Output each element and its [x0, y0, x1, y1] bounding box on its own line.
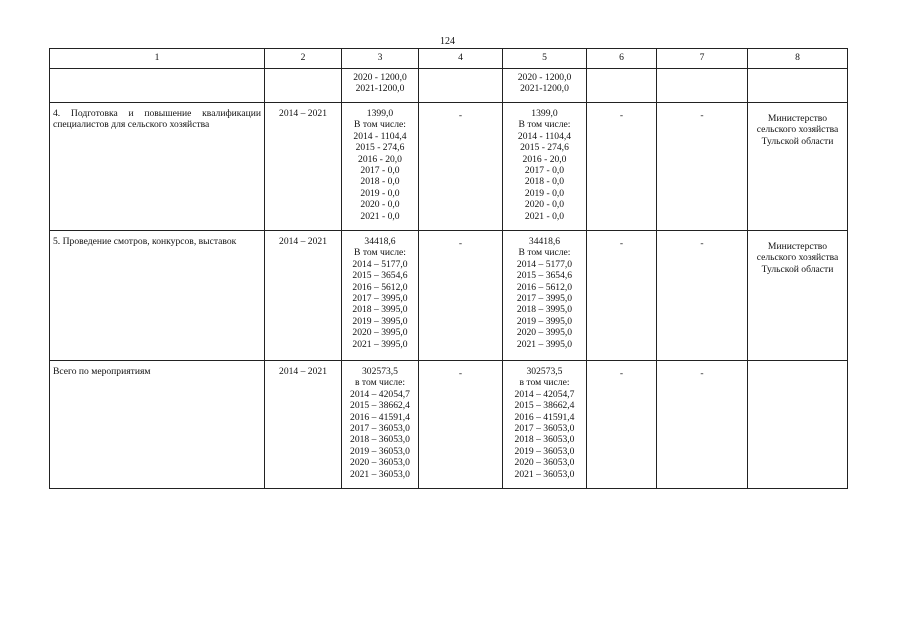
- dash-value: -: [619, 368, 624, 379]
- total-funding-cell: [342, 231, 419, 361]
- other-funding-cell: [657, 231, 748, 361]
- funding-line: 2021-1200,0: [355, 83, 405, 95]
- funding-line: 2015 – 3654,6: [352, 270, 408, 282]
- funding-line: 2015 - 274,6: [355, 142, 405, 154]
- dash-value: -: [458, 368, 463, 379]
- funding-line: 2014 – 5177,0: [352, 258, 408, 270]
- funding-line: 2020 - 1200,0: [353, 72, 407, 83]
- other-funding-cell: [657, 69, 748, 103]
- funding-line: 2018 – 3995,0: [516, 304, 573, 316]
- funding-line: 2021 – 36053,0: [514, 468, 575, 480]
- local-funding-cell: [587, 361, 657, 489]
- funding-line: 2020 – 3995,0: [352, 327, 408, 339]
- period-cell: [265, 69, 342, 103]
- funding-line: 2015 – 38662,4: [350, 400, 410, 412]
- funding-line: в том числе:: [519, 377, 570, 389]
- funding-line: 34418,6: [364, 236, 396, 247]
- funding-line: 2019 – 3995,0: [516, 315, 573, 327]
- executor-cell: [748, 103, 848, 231]
- total-funding-cell: [342, 69, 419, 103]
- period-text: 2014 – 2021: [279, 366, 327, 377]
- dash-value: [590, 72, 653, 74]
- funding-line: 2017 - 0,0: [524, 165, 565, 177]
- executor-cell: [748, 361, 848, 489]
- other-funding-cell: [657, 361, 748, 489]
- executor-name: Министерство сельского хозяйства Тульской области: [756, 113, 839, 147]
- local-funding-cell: [587, 231, 657, 361]
- funding-line: 2016 – 5612,0: [352, 281, 408, 293]
- funding-line: 2017 – 3995,0: [516, 293, 573, 305]
- table-row: [50, 231, 848, 361]
- header-row: [50, 49, 848, 69]
- measure-name: Всего по мероприятиям: [53, 366, 151, 377]
- federal-funding-cell: [419, 231, 503, 361]
- funding-line: 302573,5: [526, 366, 563, 377]
- regional-funding-cell: [503, 103, 587, 231]
- funding-line: 2018 – 36053,0: [514, 434, 575, 446]
- measure-name-cell: [50, 361, 265, 489]
- funding-line: В том числе:: [354, 247, 406, 259]
- funding-line: 2020 – 36053,0: [514, 457, 575, 469]
- executor-name: [751, 72, 844, 77]
- period-text: 2014 – 2021: [279, 236, 327, 247]
- regional-funding-cell: [503, 231, 587, 361]
- funding-line: 1399,0: [366, 108, 394, 119]
- funding-line: 2018 - 0,0: [524, 176, 565, 188]
- total-funding-cell: [342, 103, 419, 231]
- funding-line: 2020 - 1200,0: [517, 72, 572, 83]
- funding-line: 2020 - 0,0: [524, 199, 565, 211]
- regional-funding-cell: [503, 69, 587, 103]
- table-row: [50, 69, 848, 103]
- total-funding-cell: [342, 361, 419, 489]
- funding-line: 2016 – 41591,4: [514, 411, 575, 423]
- header-cell-5: 5: [503, 49, 587, 69]
- measure-name: 5. Проведение смотров, конкурсов, выставок: [53, 236, 237, 247]
- dash-value: [422, 72, 499, 74]
- funding-line: 2016 - 20,0: [358, 153, 402, 165]
- funding-line: 2014 – 42054,7: [350, 388, 410, 400]
- funding-line: 2020 - 0,0: [360, 199, 400, 211]
- measure-name-cell: [50, 69, 265, 103]
- table-body: [50, 69, 848, 489]
- funding-line: 2017 – 3995,0: [352, 293, 408, 305]
- header-cell-8: 8: [748, 49, 848, 69]
- header-cell-7: 7: [657, 49, 748, 69]
- funding-line: 2021 – 3995,0: [352, 338, 408, 350]
- dash-value: -: [619, 238, 624, 249]
- funding-line: 2018 – 3995,0: [352, 304, 408, 316]
- funding-line: 2021 - 0,0: [360, 210, 400, 222]
- measure-name-cell: [50, 103, 265, 231]
- federal-funding-cell: [419, 69, 503, 103]
- table-row: [50, 361, 848, 489]
- funding-line: 2018 - 0,0: [360, 176, 400, 188]
- table-row: [50, 103, 848, 231]
- funding-line: 2018 – 36053,0: [350, 434, 410, 446]
- funding-line: 2019 - 0,0: [524, 187, 565, 199]
- header-cell-3: 3: [342, 49, 419, 69]
- funding-line: 2014 – 5177,0: [516, 258, 573, 270]
- funding-line: 2016 – 41591,4: [350, 411, 410, 423]
- funding-line: 2020 – 36053,0: [350, 457, 410, 469]
- funding-line: 2014 - 1104,4: [353, 130, 407, 142]
- dash-value: -: [700, 238, 704, 249]
- header-cell-4: 4: [419, 49, 503, 69]
- executor-cell: [748, 231, 848, 361]
- executor-name: [751, 366, 844, 371]
- funding-line: 2021 – 3995,0: [516, 338, 573, 350]
- local-funding-cell: [587, 69, 657, 103]
- page-number: 124: [440, 36, 455, 47]
- period-cell: [265, 103, 342, 231]
- funding-line: в том числе:: [354, 377, 405, 389]
- dash-value: -: [458, 110, 463, 121]
- funding-line: 2015 – 3654,6: [516, 270, 573, 282]
- funding-line: 2020 – 3995,0: [516, 327, 573, 339]
- dash-value: -: [700, 368, 704, 379]
- funding-line: 2021 – 36053,0: [350, 468, 410, 480]
- funding-line: 2015 – 38662,4: [514, 400, 575, 412]
- dash-value: -: [458, 238, 463, 249]
- dash-value: -: [619, 110, 624, 121]
- executor-name: Министерство сельского хозяйства Тульской области: [756, 241, 839, 275]
- funding-line: 2014 - 1104,4: [517, 130, 572, 142]
- funding-line: 1399,0: [531, 108, 558, 119]
- funding-line: В том числе:: [354, 119, 406, 131]
- funding-line: 2016 – 5612,0: [516, 281, 573, 293]
- regional-funding-cell: [503, 361, 587, 489]
- funding-line: В том числе:: [518, 247, 571, 259]
- funding-line: 2017 – 36053,0: [514, 423, 575, 435]
- funding-line: В том числе:: [518, 119, 571, 131]
- funding-line: 2015 - 274,6: [520, 142, 569, 154]
- period-text: 2014 – 2021: [279, 108, 327, 119]
- header-cell-1: 1: [50, 49, 265, 69]
- funding-line: 2017 - 0,0: [360, 165, 400, 177]
- federal-funding-cell: [419, 103, 503, 231]
- measure-name-cell: [50, 231, 265, 361]
- funding-line: 2017 – 36053,0: [350, 423, 410, 435]
- header-cell-6: 6: [587, 49, 657, 69]
- funding-line: 2014 – 42054,7: [514, 388, 575, 400]
- measures-table: [49, 48, 848, 489]
- funding-line: 2019 - 0,0: [360, 187, 400, 199]
- funding-line: 302573,5: [362, 366, 398, 377]
- funding-line: 2019 – 36053,0: [350, 445, 410, 457]
- local-funding-cell: [587, 103, 657, 231]
- header-cell-2: 2: [265, 49, 342, 69]
- funding-line: 2019 – 3995,0: [352, 315, 408, 327]
- funding-line: 34418,6: [528, 236, 561, 247]
- funding-line: 2021 - 0,0: [524, 210, 565, 222]
- dash-value: -: [700, 110, 704, 121]
- measure-name: 4. Подготовка и повышение квалификации специалистов для сельского хозяйства: [53, 108, 261, 131]
- funding-line: 2021-1200,0: [520, 83, 569, 95]
- funding-line: 2016 - 20,0: [522, 153, 567, 165]
- federal-funding-cell: [419, 361, 503, 489]
- period-cell: [265, 361, 342, 489]
- funding-line: 2019 – 36053,0: [514, 445, 575, 457]
- period-cell: [265, 231, 342, 361]
- dash-value: [660, 72, 744, 74]
- other-funding-cell: [657, 103, 748, 231]
- executor-cell: [748, 69, 848, 103]
